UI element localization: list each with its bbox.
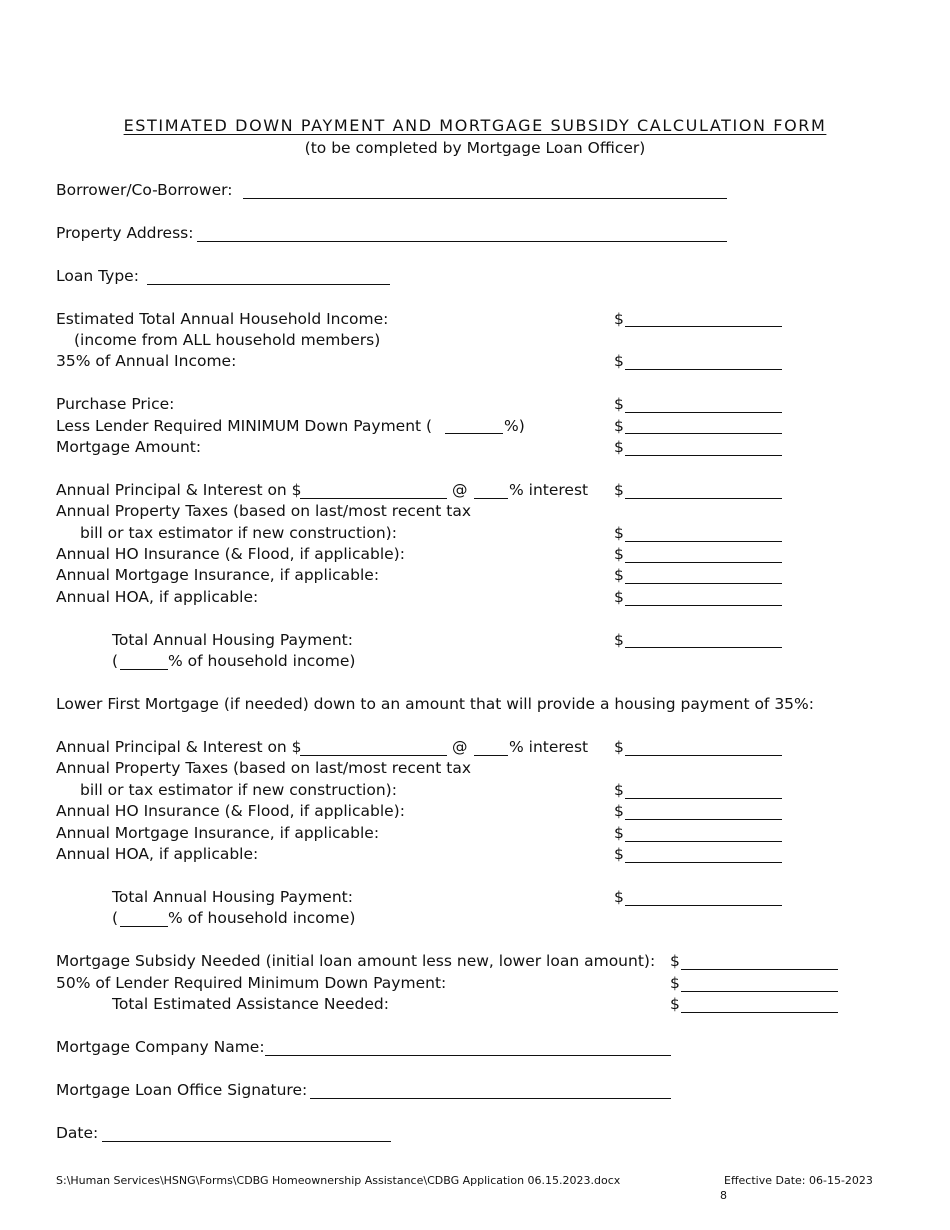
total-assistance-label: Total Estimated Assistance Needed: [112,995,389,1013]
hoa-label-1: Annual HOA, if applicable: [56,588,259,606]
property-taxes-label-1: Annual Property Taxes (based on last/most recent tax [56,502,471,520]
min-down-payment-field[interactable] [625,433,782,434]
currency-symbol: $ [614,352,624,370]
purchase-price-label: Purchase Price: [56,395,175,413]
total-housing-label-1: Total Annual Housing Payment: [112,631,353,649]
currency-symbol: $ [614,566,624,584]
currency-symbol: $ [614,781,624,799]
thirty-five-pct-field[interactable] [625,369,782,370]
officer-signature-field[interactable] [310,1098,671,1099]
currency-symbol: $ [614,417,624,435]
mortgage-amount-label: Mortgage Amount: [56,438,202,456]
page-number: 8 [720,1189,727,1202]
total-housing-label-2: Total Annual Housing Payment: [112,888,353,906]
company-name-field[interactable] [265,1055,671,1056]
pi-at-1: @ [452,481,468,499]
household-pct-field-2[interactable] [120,926,168,927]
mortgage-insurance-label-2: Annual Mortgage Insurance, if applicable: [56,824,380,842]
thirty-five-pct-label: 35% of Annual Income: [56,352,237,370]
currency-symbol: $ [670,995,680,1013]
company-name-label: Mortgage Company Name: [56,1038,265,1056]
date-label: Date: [56,1124,99,1142]
ho-insurance-label-2: Annual HO Insurance (& Flood, if applicable): [56,802,405,820]
property-taxes-field-2[interactable] [625,798,782,799]
ho-insurance-label-1: Annual HO Insurance (& Flood, if applicable): [56,545,405,563]
date-field[interactable] [102,1141,391,1142]
household-income-field[interactable] [625,326,782,327]
ho-insurance-field-2[interactable] [625,819,782,820]
officer-signature-label: Mortgage Loan Office Signature: [56,1081,308,1099]
property-taxes-label-2: Annual Property Taxes (based on last/most recent tax [56,759,471,777]
footer-effective-date: Effective Date: 06-15-2023 [724,1174,873,1187]
currency-symbol: $ [614,738,624,756]
pct-open-paren-1: ( [112,652,119,670]
ho-insurance-field-1[interactable] [625,562,782,563]
footer-file-path: S:\Human Services\HSNG\Forms\CDBG Homeownership Assistance\CDBG Application 06.15.2023.docx [56,1174,621,1187]
pi-amount-field-1[interactable] [300,498,447,499]
household-income-note: (income from ALL household members) [74,331,381,349]
household-pct-field-1[interactable] [120,669,168,670]
fifty-pct-down-label: 50% of Lender Required Minimum Down Payment: [56,974,447,992]
loan-type-field[interactable] [147,284,390,285]
mortgage-insurance-field-1[interactable] [625,583,782,584]
mortgage-insurance-field-2[interactable] [625,841,782,842]
property-taxes-label-1b: bill or tax estimator if new construction): [80,524,397,542]
subsidy-needed-label: Mortgage Subsidy Needed (initial loan amount less new, lower loan amount): [56,952,656,970]
borrower-field[interactable] [243,198,727,199]
currency-symbol: $ [614,631,624,649]
min-down-pct-suffix: %) [504,417,525,435]
loan-type-label: Loan Type: [56,267,139,285]
mortgage-insurance-label-1: Annual Mortgage Insurance, if applicable: [56,566,380,584]
household-income-label: Estimated Total Annual Household Income: [56,310,389,328]
fifty-pct-down-field[interactable] [681,991,838,992]
household-pct-suffix-2: % of household income) [168,909,356,927]
total-housing-field-1[interactable] [625,647,782,648]
currency-symbol: $ [614,888,624,906]
min-down-pct-field[interactable] [445,433,503,434]
subsidy-needed-field[interactable] [681,969,838,970]
pi-total-field-1[interactable] [625,498,782,499]
currency-symbol: $ [614,395,624,413]
property-address-field[interactable] [197,241,727,242]
borrower-label: Borrower/Co-Borrower: [56,181,233,199]
currency-symbol: $ [614,845,624,863]
pi-total-field-2[interactable] [625,755,782,756]
pi-interest-suffix-2: % interest [509,738,589,756]
property-address-label: Property Address: [56,224,194,242]
currency-symbol: $ [670,974,680,992]
property-taxes-label-2b: bill or tax estimator if new construction): [80,781,397,799]
pct-open-paren-2: ( [112,909,119,927]
min-down-payment-label: Less Lender Required MINIMUM Down Payment ( [56,417,433,435]
currency-symbol: $ [614,824,624,842]
pi-label-2: Annual Principal & Interest on $ [56,738,302,756]
currency-symbol: $ [614,588,624,606]
form-subtitle: (to be completed by Mortgage Loan Officer) [304,139,646,157]
currency-symbol: $ [614,545,624,563]
total-housing-field-2[interactable] [625,905,782,906]
form-title: ESTIMATED DOWN PAYMENT AND MORTGAGE SUBSIDY CALCULATION FORM [123,116,827,135]
pi-rate-field-2[interactable] [474,755,508,756]
currency-symbol: $ [614,524,624,542]
purchase-price-field[interactable] [625,412,782,413]
household-pct-suffix-1: % of household income) [168,652,356,670]
currency-symbol: $ [614,802,624,820]
hoa-field-1[interactable] [625,605,782,606]
lower-mortgage-note: Lower First Mortgage (if needed) down to an amount that will provide a housing payment of 35%: [56,695,814,713]
hoa-field-2[interactable] [625,862,782,863]
currency-symbol: $ [614,310,624,328]
currency-symbol: $ [614,438,624,456]
pi-at-2: @ [452,738,468,756]
total-assistance-field[interactable] [681,1012,838,1013]
pi-label-1: Annual Principal & Interest on $ [56,481,302,499]
pi-rate-field-1[interactable] [474,498,508,499]
pi-amount-field-2[interactable] [300,755,447,756]
currency-symbol: $ [670,952,680,970]
currency-symbol: $ [614,481,624,499]
hoa-label-2: Annual HOA, if applicable: [56,845,259,863]
pi-interest-suffix-1: % interest [509,481,589,499]
property-taxes-field-1[interactable] [625,541,782,542]
mortgage-amount-field[interactable] [625,455,782,456]
